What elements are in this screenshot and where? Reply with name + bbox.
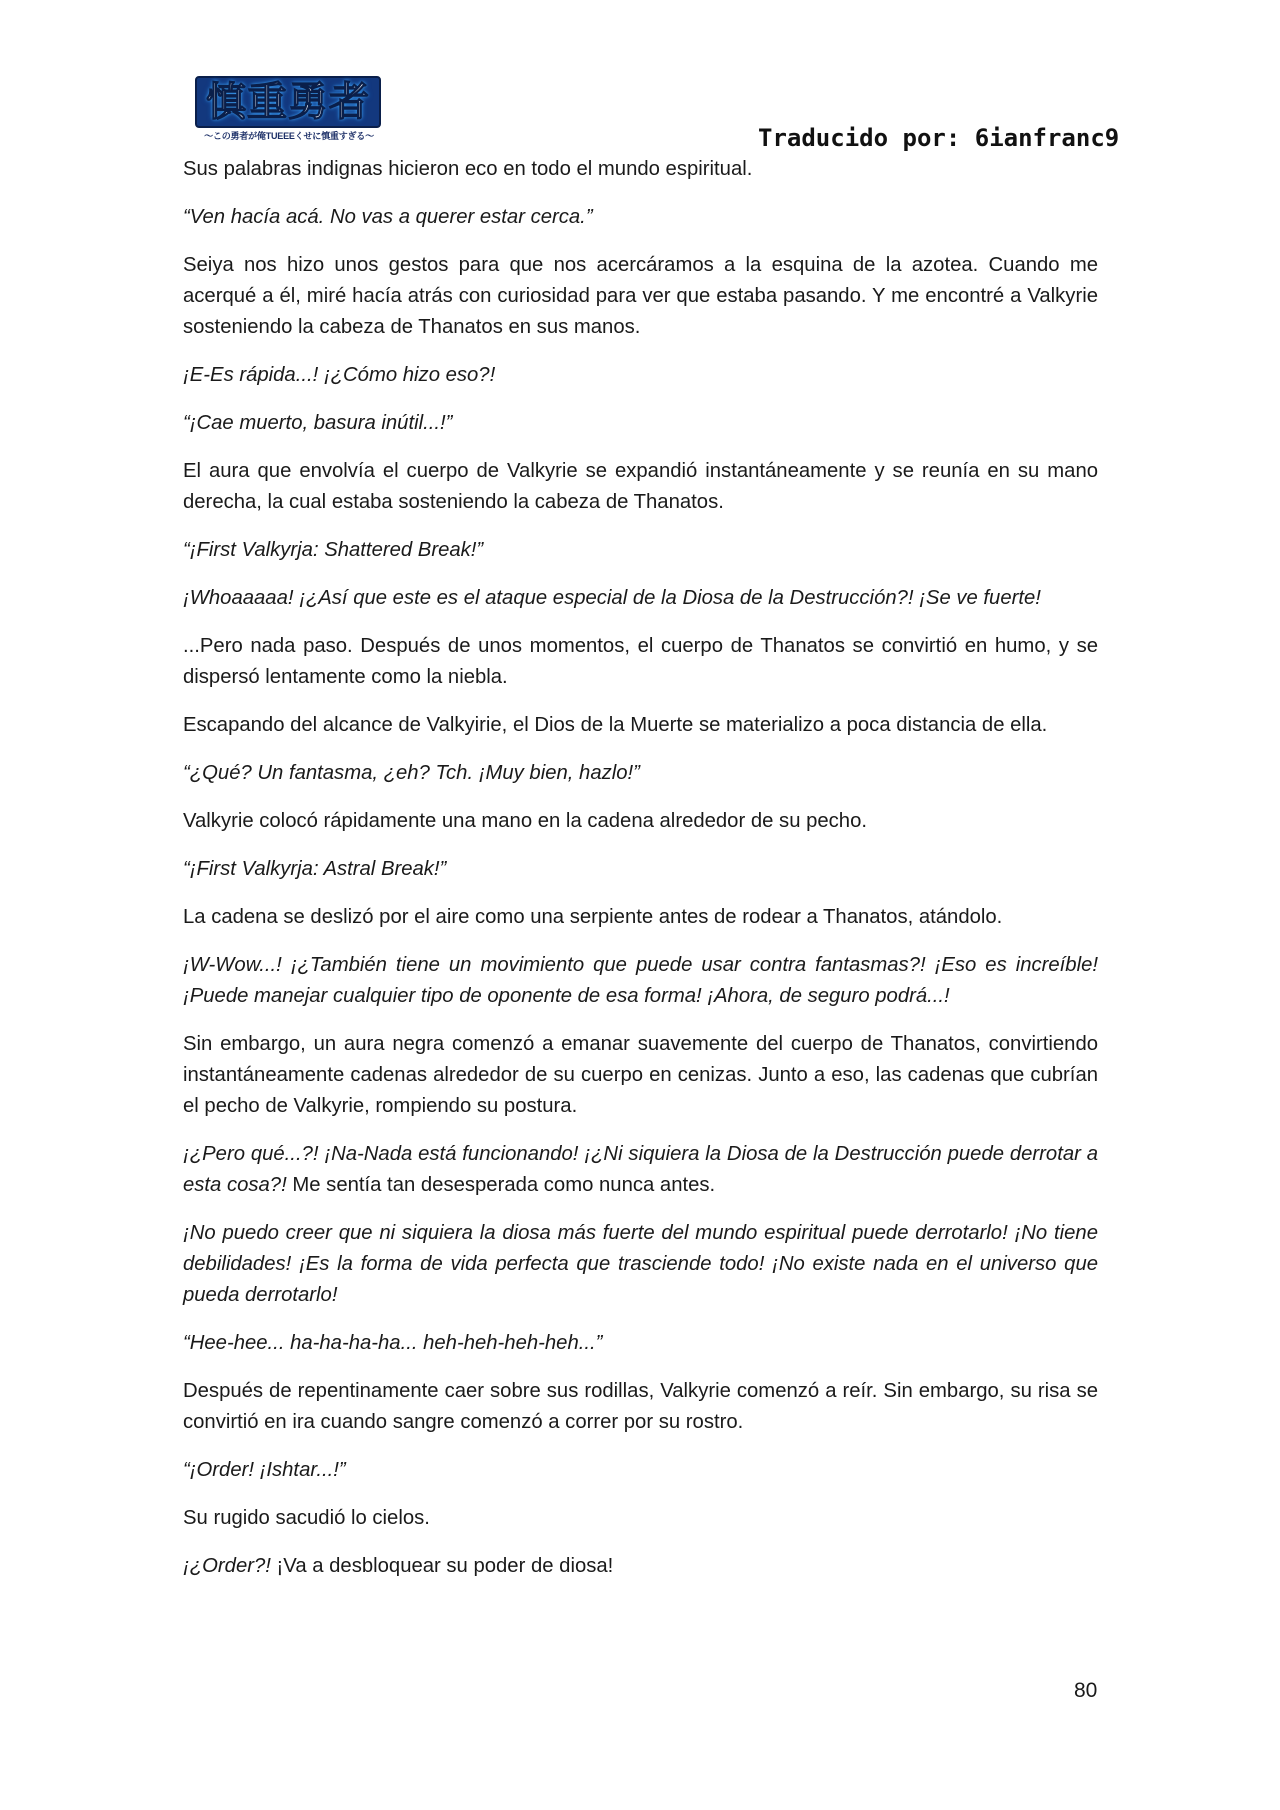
logo-title-block: [195, 76, 381, 128]
translator-credit: Traducido por: 6ianfranc9: [758, 124, 1120, 152]
paragraph-thought: ¡Whoaaaaa! ¡¿Así que este es el ataque especial de la Diosa de la Destrucción?! ¡Se ve fuerte!: [183, 587, 1041, 609]
paragraph: Después de repentinamente caer sobre sus rodillas, Valkyrie comenzó a reír. Sin embargo, su risa se convirtió en ira cuando sangre comenzó a correr por su rostro.: [183, 1380, 1098, 1433]
page-number: 80: [1074, 1679, 1098, 1702]
page-body: [183, 154, 1098, 1599]
paragraph-dialogue: “¡First Valkyrja: Astral Break!”: [183, 858, 447, 880]
paragraph: Su rugido sacudió lo cielos.: [183, 1507, 430, 1529]
paragraph: ...Pero nada paso. Después de unos momentos, el cuerpo de Thanatos se convirtió en humo, y se dispersó lentamente como la niebla.: [183, 635, 1098, 688]
paragraph-mixed: [183, 1139, 1098, 1201]
paragraph-thought-part: ¡¿Pero qué...?! ¡Na-Nada está funcionando! ¡¿Ni siquiera la Diosa de la Destrucción puede derrotar a esta cosa?!: [183, 1143, 1098, 1196]
paragraph: Seiya nos hizo unos gestos para que nos acercáramos a la esquina de la azotea. Cuando me acerqué a él, miré hacía atrás con curiosidad para ver que estaba pasando. Y me encontré a Valkyrie sosteniendo la cabeza de Thanatos en sus manos.: [183, 254, 1098, 338]
logo-subtitle: 〜この勇者が俺TUEEEくせに慎重すぎる〜: [204, 131, 374, 141]
paragraph: Escapando del alcance de Valkyirie, el Dios de la Muerte se materializo a poca distancia de ella.: [183, 714, 1048, 736]
paragraph-thought: ¡W-Wow...! ¡¿También tiene un movimiento que puede usar contra fantasmas?! ¡Eso es increíble! ¡Puede manejar cualquier tipo de oponente de esa forma! ¡Ahora, de seguro podrá...!: [183, 954, 1098, 1007]
paragraph-thought: ¡E-Es rápida...! ¡¿Cómo hizo eso?!: [183, 364, 496, 386]
series-logo: [195, 76, 383, 146]
paragraph: El aura que envolvía el cuerpo de Valkyrie se expandió instantáneamente y se reunía en su mano derecha, la cual estaba sosteniendo la cabeza de Thanatos.: [183, 460, 1098, 513]
paragraph: Sin embargo, un aura negra comenzó a emanar suavemente del cuerpo de Thanatos, convirtiendo instantáneamente cadenas alrededor de su cuerpo en cenizas. Junto a eso, las cadenas que cubrían el pecho de Valkyrie, rompiendo su postura.: [183, 1033, 1098, 1117]
paragraph-narration-part: ¡Va a desbloquear su poder de diosa!: [270, 1555, 614, 1577]
paragraph-dialogue: “¡Cae muerto, basura inútil...!”: [183, 412, 453, 434]
paragraph: Valkyrie colocó rápidamente una mano en la cadena alrededor de su pecho.: [183, 810, 867, 832]
paragraph-mixed: [183, 1551, 1098, 1582]
paragraph-dialogue: “Hee-hee... ha-ha-ha-ha... heh-heh-heh-heh...”: [183, 1332, 603, 1354]
paragraph-dialogue: “¡Order! ¡Ishtar...!”: [183, 1459, 346, 1481]
paragraph-thought-part: ¡¿Order?!: [183, 1555, 271, 1577]
paragraph-dialogue: “¿Qué? Un fantasma, ¿eh? Tch. ¡Muy bien, hazlo!”: [183, 762, 640, 784]
paragraph-dialogue: “Ven hacía acá. No vas a querer estar cerca.”: [183, 206, 593, 228]
logo-title: 慎重勇者: [206, 79, 370, 125]
paragraph-dialogue: “¡First Valkyrja: Shattered Break!”: [183, 539, 484, 561]
paragraph-thought: ¡No puedo creer que ni siquiera la diosa más fuerte del mundo espiritual puede derrotarlo! ¡No tiene debilidades! ¡Es la forma de vida perfecta que trasciende todo! ¡No existe nada en el universo que pueda derrotarlo!: [183, 1222, 1098, 1306]
paragraph-narration-part: Me sentía tan desesperada como nunca antes.: [286, 1174, 716, 1196]
paragraph: La cadena se deslizó por el aire como una serpiente antes de rodear a Thanatos, atándolo.: [183, 906, 1003, 928]
paragraph: Sus palabras indignas hicieron eco en todo el mundo espiritual.: [183, 158, 753, 180]
